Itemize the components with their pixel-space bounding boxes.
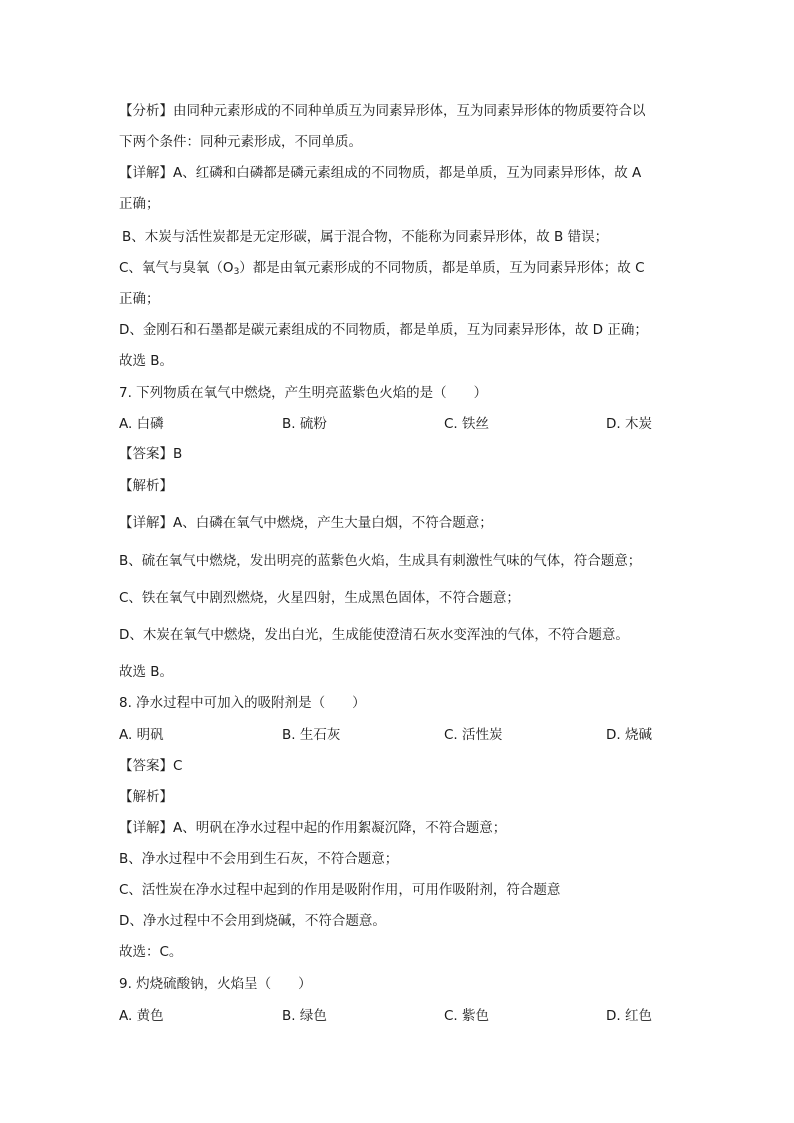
q7-stem: 7. 下列物质在氧气中燃烧，产生明亮蓝紫色火焰的是（ ）	[119, 385, 488, 401]
q7-detail-c: C、铁在氧气中剧烈燃烧，火星四射，生成黑色固体，不符合题意；	[119, 590, 520, 606]
q8-stem: 8. 净水过程中可加入的吸附剂是（ ）	[119, 695, 366, 711]
q7-detail-d: D、木炭在氧气中燃烧，发出白光，生成能使澄清石灰水变浑浊的气体，不符合题意。	[119, 627, 629, 643]
q7-answer: 【答案】B	[119, 446, 183, 462]
q6-detail-b: B、木炭与活性炭都是无定形碳，属于混合物，不能称为同素异形体，故 B 错误；	[122, 229, 609, 245]
q8-detail-a: 【详解】A、明矾在净水过程中起的作用絮凝沉降，不符合题意；	[119, 820, 507, 836]
q6-analysis-line-1: 【分析】由同种元素形成的不同种单质互为同素异形体，互为同素异形体的物质要符合以	[119, 103, 646, 119]
q6-detail-a-line-2: 正确；	[119, 196, 160, 212]
q6-detail-c-subscript: 3	[233, 267, 240, 277]
q6-detail-c-post: ）都是由氧元素形成的不同物质，都是单质，互为同素异形体；故 C	[239, 260, 645, 276]
q9-stem: 9. 灼烧硫酸钠，火焰呈（ ）	[119, 976, 312, 992]
q7-option-b: B. 硫粉	[282, 416, 327, 432]
q6-conclusion: 故选 B。	[119, 353, 174, 369]
q8-option-b: B. 生石灰	[282, 727, 341, 743]
q9-option-b: B. 绿色	[282, 1008, 327, 1024]
q7-conclusion: 故选 B。	[119, 664, 174, 680]
q8-option-a: A. 明矾	[119, 727, 164, 743]
q7-option-c: C. 铁丝	[444, 416, 490, 432]
q8-answer: 【答案】C	[119, 758, 183, 774]
q8-option-c: C. 活性炭	[444, 727, 503, 743]
q8-detail-b: B、净水过程中不会用到生石灰，不符合题意；	[119, 851, 399, 867]
q6-analysis-line-2: 下两个条件：同种元素形成，不同单质。	[119, 134, 362, 150]
q6-detail-a-line-1: 【详解】A、红磷和白磷都是磷元素组成的不同物质，都是单质，互为同素异形体，故 A	[119, 165, 642, 181]
q6-detail-c-pre: C、氧气与臭氧（O	[119, 260, 234, 276]
q8-conclusion: 故选：C。	[119, 944, 183, 960]
q7-detail-a: 【详解】A、白磷在氧气中燃烧，产生大量白烟，不符合题意；	[119, 515, 493, 531]
q9-option-a: A. 黄色	[119, 1008, 164, 1024]
q6-detail-c-line-2: 正确；	[119, 291, 160, 307]
q7-option-d: D. 木炭	[606, 416, 652, 432]
q8-detail-c: C、活性炭在净水过程中起到的作用是吸附作用，可用作吸附剂，符合题意	[119, 882, 561, 898]
q8-analysis-heading: 【解析】	[119, 789, 173, 805]
q7-analysis-heading: 【解析】	[119, 478, 173, 494]
q7-detail-b: B、硫在氧气中燃烧，发出明亮的蓝紫色火焰，生成具有刺激性气味的气体，符合题意；	[119, 553, 642, 569]
q8-detail-d: D、净水过程中不会用到烧碱，不符合题意。	[119, 913, 386, 929]
q6-detail-c-line-1	[119, 258, 676, 278]
q9-option-c: C. 紫色	[444, 1008, 490, 1024]
q8-option-d: D. 烧碱	[606, 727, 652, 743]
q9-option-d: D. 红色	[606, 1008, 652, 1024]
q6-detail-d: D、金刚石和石墨都是碳元素组成的不同物质，都是单质，互为同素异形体，故 D 正确；	[119, 322, 648, 338]
q7-option-a: A. 白磷	[119, 416, 164, 432]
